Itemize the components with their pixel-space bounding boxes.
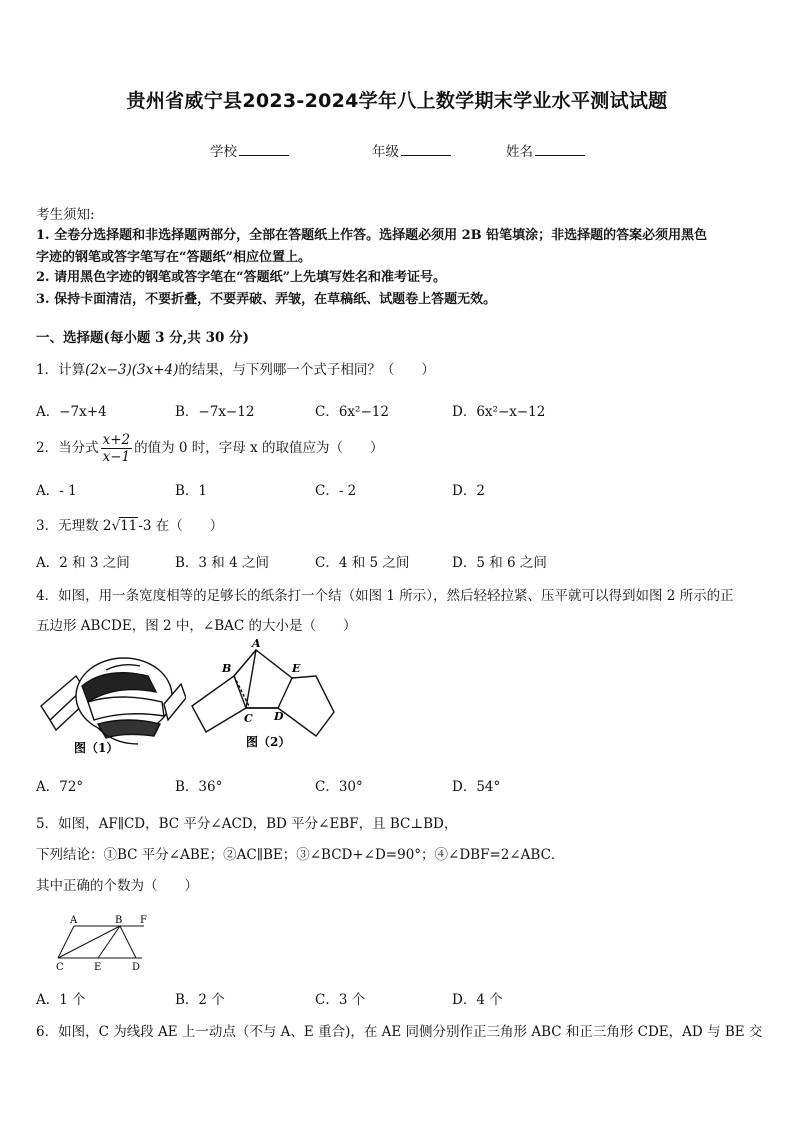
question-2: 2．当分式 $\frac{x+2}{x-1}$ 的值为 0 时，字母 x 的取值应为（ ） (36, 432, 384, 465)
q4-option-c[interactable]: C．30° (315, 779, 363, 795)
q1-option-b[interactable]: B．−7x−12 (175, 404, 255, 420)
vertex-label-c: C (244, 712, 253, 725)
figure-1-caption: 图（1） (74, 741, 119, 755)
sqrt-icon: √ (111, 518, 121, 534)
notice-item: 1. 全卷分选择题和非选择题两部分，全部在答题纸上作答。选择题必须用 2B 铅笔填涂；非选择题的答案必须用黑色 (36, 228, 708, 243)
q3-option-c[interactable]: C．4 和 5 之间 (315, 555, 410, 571)
q1-option-a[interactable]: A．−7x+4 (36, 404, 107, 420)
figure-1-knot (36, 640, 186, 760)
notice-item: 2. 请用黑色字迹的钢笔或答字笔在“答题纸”上先填写姓名和准考证号。 (36, 270, 447, 285)
q5-option-a[interactable]: A．1 个 (36, 992, 86, 1008)
question-4-line-1: 4．如图，用一条宽度相等的足够长的纸条打一个结（如图 1 所示），然后轻轻拉紧、压平就可以得到如图 2 所示的正 (36, 588, 734, 604)
q5-option-c[interactable]: C．3 个 (315, 992, 366, 1008)
q3-option-d[interactable]: D．5 和 6 之间 (452, 555, 547, 571)
question-5-line-3: 其中正确的个数为（ ） (36, 878, 198, 894)
q2-option-a[interactable]: A．- 1 (36, 483, 77, 499)
vertex-label-e: E (292, 662, 301, 675)
q2-fraction: $\frac{x+2}{x-1}$ (102, 432, 131, 465)
question-5-line-2: 下列结论：①BC 平分∠ABE；②AC∥BE；③∠BCD+∠D=90°；④∠DBF=2∠ABC． (36, 847, 565, 863)
figure-2-caption: 图（2） (246, 735, 291, 749)
question-5-line-1: 5．如图，AF∥CD，BC 平分∠ACD，BD 平分∠EBF，且 BC⊥BD， (36, 816, 458, 832)
vertex-label-b: B (222, 662, 232, 675)
q4-option-b[interactable]: B．36° (175, 779, 223, 795)
notice-heading: 考生须知: (36, 207, 95, 223)
notice-item: 字迹的钢笔或答字笔写在“答题纸”相应位置上。 (36, 250, 311, 265)
section-heading: 一、选择题(每小题 3 分,共 30 分) (36, 330, 249, 346)
vertex-label-a: A (252, 637, 261, 650)
q5-option-b[interactable]: B．2 个 (175, 992, 225, 1008)
q1-option-d[interactable]: D．6x²−x−12 (452, 404, 546, 420)
vertex-label-d: D (274, 710, 284, 723)
point-label-b: B (115, 915, 123, 926)
q4-option-a[interactable]: A．72° (36, 779, 84, 795)
name-field[interactable]: 姓名 (506, 140, 585, 160)
question-4-line-2: 五边形 ABCDE，图 2 中，∠BAC 的大小是（ ） (36, 618, 357, 634)
question-1: 1．计算(2x−3)(3x+4)的结果，与下列哪一个式子相同？（ ） (36, 362, 435, 378)
q3-option-a[interactable]: A．2 和 3 之间 (36, 555, 130, 571)
point-label-d: D (132, 962, 141, 973)
q4-option-d[interactable]: D．54° (452, 779, 501, 795)
q1-option-c[interactable]: C．6x²−12 (315, 404, 389, 420)
q5-option-d[interactable]: D．4 个 (452, 992, 503, 1008)
q1-expression: (2x−3)(3x+4) (85, 362, 179, 378)
q2-option-b[interactable]: B．1 (175, 483, 208, 499)
q3-option-b[interactable]: B．3 和 4 之间 (175, 555, 269, 571)
q2-option-c[interactable]: C．- 2 (315, 483, 357, 499)
notice-item: 3. 保持卡面清洁，不要折叠，不要弄破、弄皱，在草稿纸、试题卷上答题无效。 (36, 292, 497, 307)
grade-field[interactable]: 年级 (372, 140, 451, 160)
point-label-f: F (140, 915, 147, 926)
point-label-a: A (70, 915, 78, 926)
page-title: 贵州省威宁县2023-2024学年八上数学期末学业水平测试试题 (126, 90, 668, 112)
question-6-line-1: 6．如图，C 为线段 AE 上一动点（不与 A、E 重合)，在 AE 同侧分别作正三角形 ABC 和正三角形 CDE，AD 与 BE 交 (36, 1024, 763, 1040)
school-field[interactable]: 学校 (210, 140, 289, 160)
question-3: 3．无理数 2√11-3 在（ ） (36, 518, 224, 534)
figure-2-pentagon (188, 636, 348, 756)
figure-q5 (48, 912, 158, 976)
point-label-e: E (94, 962, 102, 973)
point-label-c: C (56, 962, 64, 973)
q2-option-d[interactable]: D．2 (452, 483, 485, 499)
